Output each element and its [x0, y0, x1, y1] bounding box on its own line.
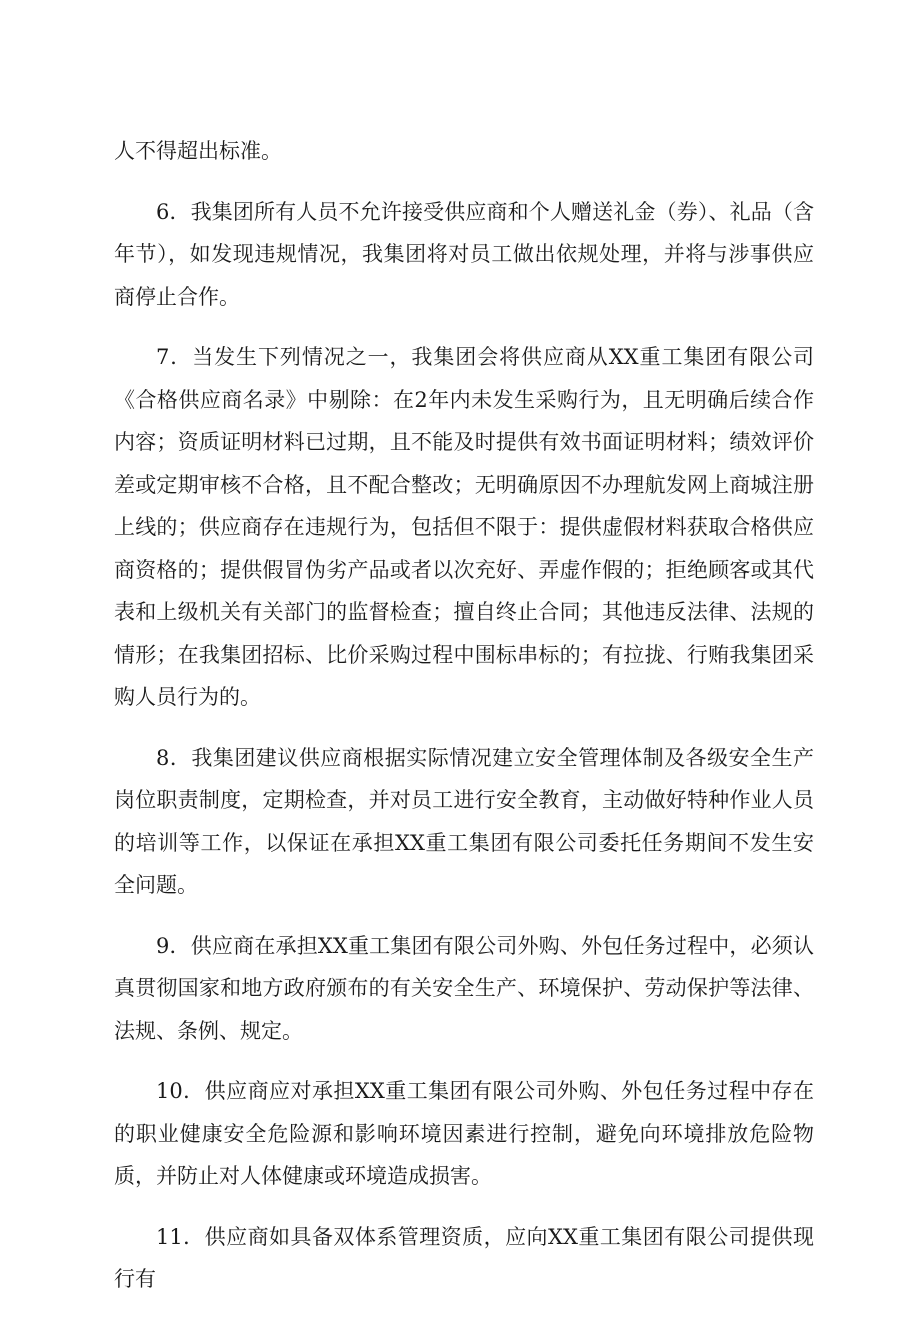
- document-body: [114, 130, 814, 1319]
- paragraph-item-8: 8．我集团建议供应商根据实际情况建立安全管理体制及各级安全生产岗位职责制度，定期检查，并对员工进行安全教育，主动做好特种作业人员的培训等工作，以保证在承担XX重工集团有限公司委托任务期间不发生安全问题。: [114, 745, 814, 897]
- paragraph-item-11: 11．供应商如具备双体系管理资质，应向XX重工集团有限公司提供现行有: [114, 1224, 814, 1291]
- paragraph-item-9: 9．供应商在承担XX重工集团有限公司外购、外包任务过程中，必须认真贯彻国家和地方政府颁布的有关安全生产、环境保护、劳动保护等法律、法规、条例、规定。: [114, 933, 814, 1043]
- paragraph-item-10: 10．供应商应对承担XX重工集团有限公司外购、外包任务过程中存在的职业健康安全危险源和影响环境因素进行控制，避免向环境排放危险物质，并防止对人体健康或环境造成损害。: [114, 1079, 814, 1188]
- paragraph-continuation: 人不得超出标准。: [114, 139, 282, 163]
- paragraph-item-6: 6．我集团所有人员不允许接受供应商和个人赠送礼金（券）、礼品（含年节），如发现违规情况，我集团将对员工做出依规处理，并将与涉事供应商停止合作。: [114, 199, 814, 309]
- paragraph-item-7: 7．当发生下列情况之一，我集团会将供应商从XX重工集团有限公司《合格供应商名录》中剔除：在2年内未发生采购行为，且无明确后续合作内容；资质证明材料已过期，且不能及时提供有效书面证明材料；绩效评价差或定期审核不合格，且不配合整改；无明确原因不办理航发网上商城注册上线的；供应商存在违规行为，包括但不限于：提供虚假材料获取合格供应商资格的；提供假冒伪劣产品或者以次充好、弄虚作假的；拒绝顾客或其代表和上级机关有关部门的监督检查；擅自终止合同；其他违反法律、法规的情形；在我集团招标、比价采购过程中围标串标的；有拉拢、行贿我集团采购人员行为的。: [114, 345, 814, 709]
